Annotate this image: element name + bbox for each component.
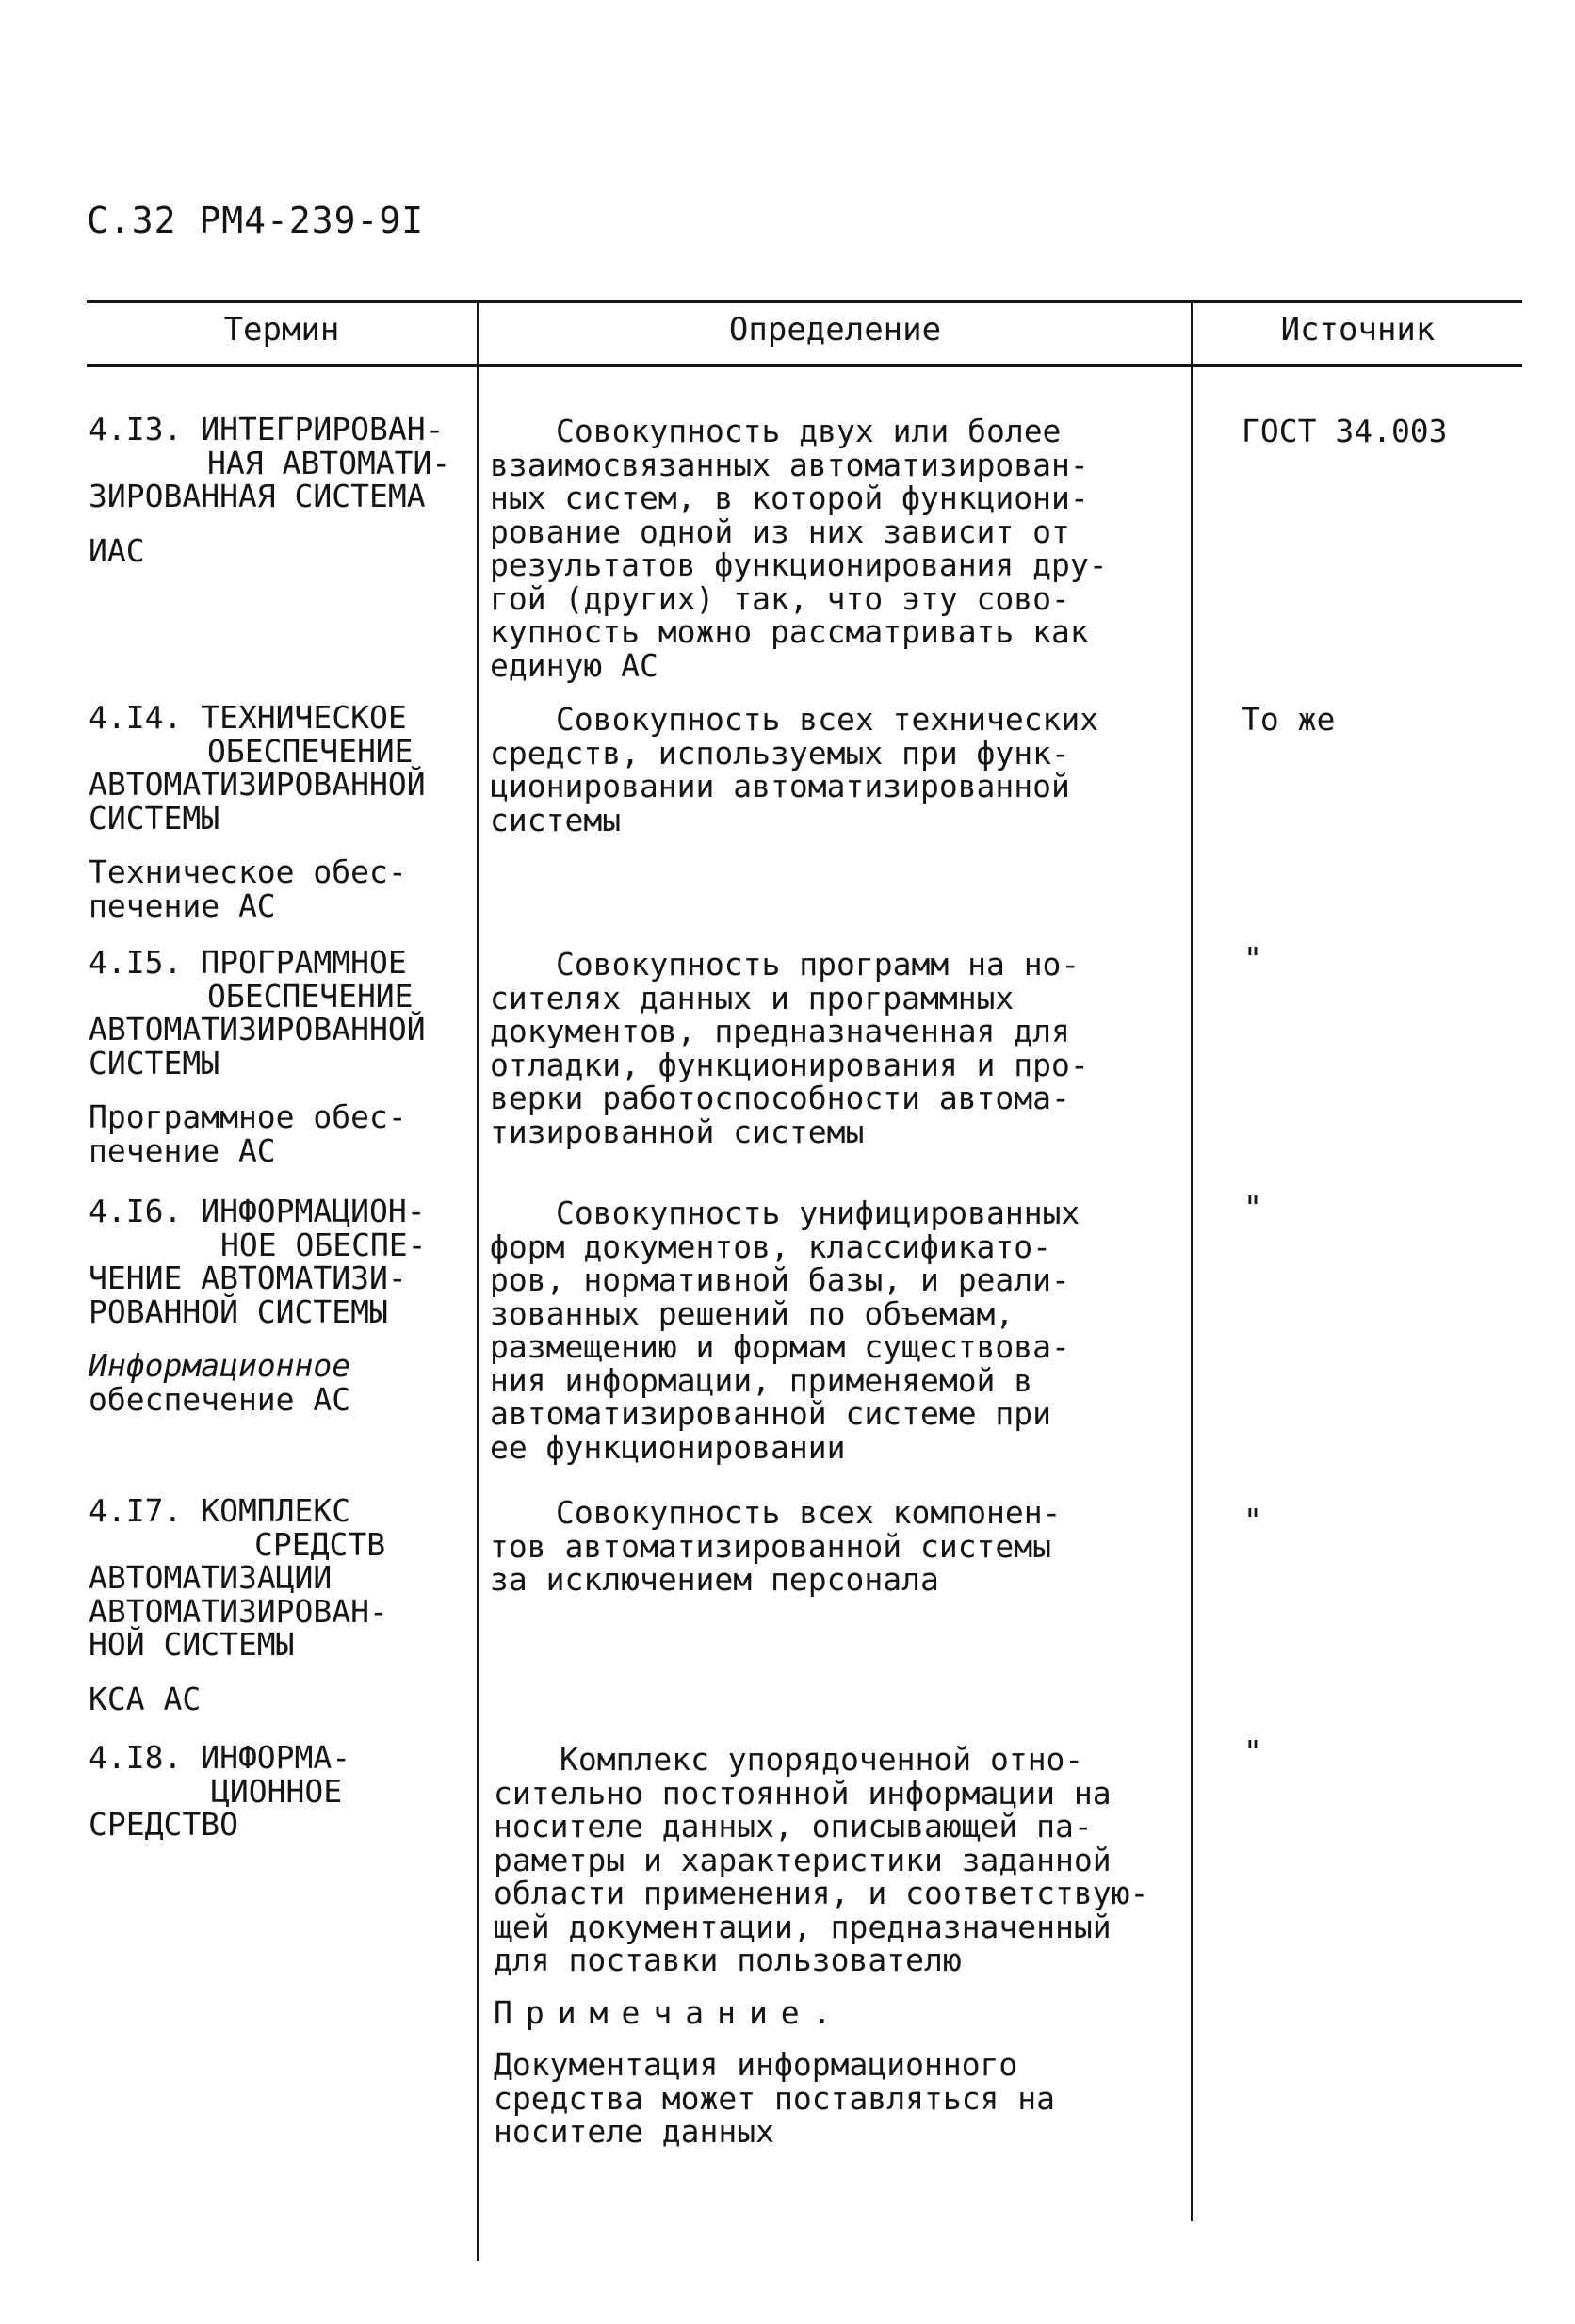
definition-line: для поставки пользователю: [494, 1942, 962, 1978]
definition-line: за исключением персонала: [490, 1561, 939, 1598]
term-abbreviation: печение АС: [89, 1131, 276, 1169]
definition-line: ее функционировании: [490, 1428, 846, 1466]
term-abbreviation: Техническое обес-: [89, 853, 407, 890]
definition-line: области применения, и соответствую-: [494, 1875, 1149, 1911]
term-4-18: [89, 1741, 350, 1842]
term-line: НОЙ СИСТЕМЫ: [89, 1626, 295, 1663]
term-line: 4.I3. ИНТЕГРИРОВАН-: [89, 411, 445, 447]
column-divider-right: [1191, 300, 1193, 2221]
source-4-16: ": [1243, 1189, 1262, 1226]
definition-4-13: [490, 414, 1108, 682]
definition-line: отладки, функционирования и про-: [490, 1046, 1089, 1083]
source-4-18: ": [1243, 1733, 1262, 1770]
source-4-13: ГОСТ 34.003: [1242, 413, 1448, 449]
term-line: ОБЕСПЕЧЕНИЕ: [207, 732, 414, 770]
column-header-source: Источник: [1280, 311, 1436, 349]
term-abbreviation: ИАС: [89, 531, 145, 569]
definition-line: взаимосвязанных автоматизирован-: [490, 446, 1089, 483]
definition-line: Комплекс упорядоченной отно-: [560, 1741, 1084, 1778]
term-abbreviation: обеспечение АС: [89, 1380, 351, 1418]
term-line: 4.I4. ТЕХНИЧЕСКОЕ: [89, 699, 407, 736]
definition-line: гой (других) так, что эту сово-: [490, 579, 1070, 617]
term-line: РОВАННОЙ СИСТЕМЫ: [89, 1292, 388, 1330]
term-line: АВТОМАТИЗИРОВАННОЙ: [89, 1011, 426, 1048]
term-line: ЗИРОВАННАЯ СИСТЕМА: [89, 478, 426, 514]
column-header-term: Термин: [223, 311, 340, 349]
definition-line: средств, используемых при функ-: [490, 734, 1070, 772]
term-line: СИСТЕМЫ: [89, 1044, 220, 1081]
page-reference: С.32 РМ4-239-9I: [87, 200, 425, 241]
definition-line: тов автоматизированной системы: [490, 1527, 1052, 1565]
term-line: ЦИОННОЕ: [211, 1772, 343, 1810]
definition-line: документов, предназначенная для: [490, 1013, 1070, 1049]
definition-line: сительно постоянной информации на: [494, 1774, 1112, 1812]
definition-4-14: [490, 703, 1098, 837]
definition-line: результатов функционирования дру-: [490, 546, 1108, 583]
definition-4-17: [490, 1496, 1061, 1597]
definition-line: единую АС: [490, 646, 658, 684]
definition-4-18: [494, 1743, 1148, 2149]
term-line: АВТОМАТИЗИРОВАННОЙ: [89, 766, 426, 803]
column-header-definition: Определение: [728, 311, 942, 349]
definition-line: ционировании автоматизированной: [490, 768, 1070, 804]
definition-4-16: [490, 1196, 1080, 1464]
column-divider-left: [477, 300, 479, 2261]
definition-line: рование одной из них зависит от: [490, 512, 1070, 550]
term-line: ОБЕСПЕЧЕНИЕ: [207, 977, 414, 1015]
term-line: 4.I7. КОМПЛЕКС: [89, 1492, 351, 1529]
definition-line: системы: [490, 801, 622, 838]
term-line: 4.I5. ПРОГРАММНОЕ: [89, 944, 407, 981]
term-4-17: [89, 1494, 388, 1715]
definition-line: щей документации, предназначенный: [494, 1908, 1112, 1945]
note-line: носителе данных: [494, 2113, 775, 2150]
term-4-14: [89, 701, 426, 922]
definition-line: размещению и формам существова-: [490, 1328, 1070, 1365]
definition-line: Совокупность двух или более: [556, 413, 1062, 449]
term-abbreviation: КСА АС: [89, 1680, 202, 1717]
source-4-14: То же: [1242, 701, 1336, 738]
definition-4-15: [490, 948, 1089, 1148]
term-4-16: [89, 1195, 427, 1416]
definition-line: автоматизированной системе при: [490, 1395, 1052, 1432]
definition-line: сителях данных и программных: [490, 979, 1015, 1016]
term-line: СРЕДСТВО: [89, 1806, 238, 1843]
definition-line: форм документов, классификато-: [490, 1227, 1052, 1265]
note-title: Примечание.: [494, 1993, 845, 2031]
term-line: АВТОМАТИЗИРОВАН-: [89, 1592, 388, 1630]
term-line: СРЕДСТВ: [254, 1525, 386, 1563]
note-line: Документация информационного: [494, 2046, 1018, 2083]
source-4-15: ": [1243, 940, 1262, 977]
definition-line: Совокупность унифицированных: [556, 1195, 1080, 1231]
definition-line: раметры и характеристики заданной: [494, 1841, 1112, 1878]
term-line: 4.I6. ИНФОРМАЦИОН-: [89, 1193, 426, 1229]
table-top-rule: [87, 300, 1522, 303]
definition-line: ния информации, применяемой в: [490, 1361, 1033, 1399]
definition-line: носителе данных, описывающей па-: [494, 1808, 1093, 1845]
term-line: СИСТЕМЫ: [89, 799, 220, 837]
term-line: НОЕ ОБЕСПЕ-: [220, 1226, 427, 1263]
note-line: средства может поставляться на: [494, 2079, 1056, 2117]
table-header-rule: [87, 364, 1522, 367]
definition-line: купность можно рассматривать как: [490, 613, 1089, 650]
term-line: ЧЕНИЕ АВТОМАТИЗИ-: [89, 1260, 407, 1296]
definition-line: Совокупность всех компонен-: [556, 1494, 1062, 1531]
term-line: 4.I8. ИНФОРМА-: [89, 1739, 351, 1776]
term-abbreviation: печение АС: [89, 886, 276, 924]
definition-line: ных систем, в которой функциони-: [490, 479, 1089, 516]
term-abbreviation: Информационное: [89, 1347, 351, 1384]
definition-line: зованных решений по объемам,: [490, 1294, 1015, 1332]
definition-line: Совокупность программ на но-: [556, 946, 1080, 983]
definition-line: Совокупность всех технических: [556, 701, 1099, 738]
term-abbreviation: Программное обес-: [89, 1098, 407, 1135]
term-4-15: [89, 946, 426, 1167]
term-4-13: [89, 413, 450, 567]
definition-line: верки работоспособности автома-: [490, 1080, 1070, 1116]
definition-line: тизированной системы: [490, 1113, 865, 1150]
source-4-17: ": [1243, 1502, 1262, 1538]
term-line: НАЯ АВТОМАТИ-: [207, 444, 451, 481]
definition-line: ров, нормативной базы, и реали-: [490, 1261, 1070, 1298]
term-line: АВТОМАТИЗАЦИИ: [89, 1559, 333, 1596]
